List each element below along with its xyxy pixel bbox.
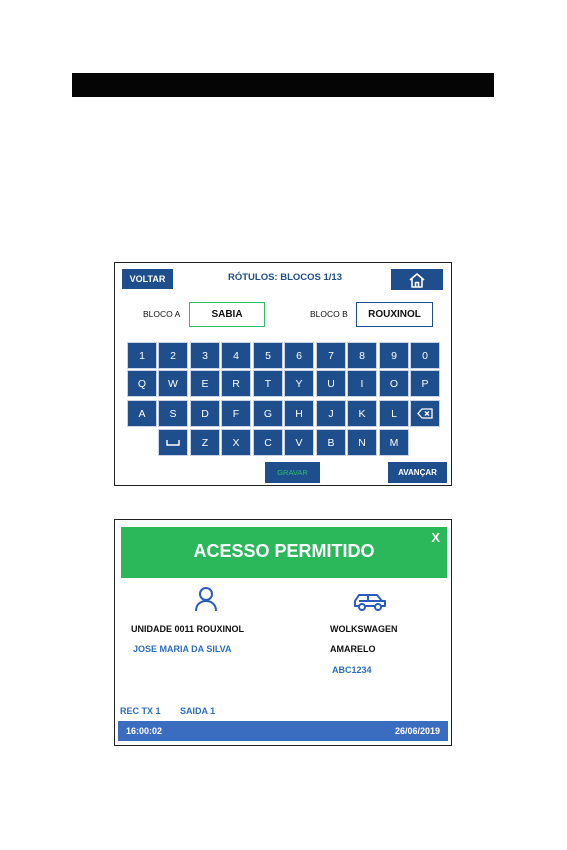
key-m[interactable]: M [379, 429, 409, 456]
key-v[interactable]: V [284, 429, 314, 456]
key-p[interactable]: P [410, 370, 440, 397]
key-b[interactable]: B [316, 429, 346, 456]
key-6[interactable]: 6 [284, 342, 314, 369]
key-y[interactable]: Y [284, 370, 314, 397]
key-f[interactable]: F [221, 400, 251, 427]
top-black-bar [72, 73, 494, 97]
key-2[interactable]: 2 [158, 342, 188, 369]
home-button[interactable] [391, 269, 443, 290]
vehicle-plate: ABC1234 [332, 665, 372, 675]
save-button[interactable]: GRAVAR [265, 462, 320, 483]
key-t[interactable]: T [253, 370, 283, 397]
key-c[interactable]: C [253, 429, 283, 456]
home-icon [408, 272, 426, 288]
rec-label: REC TX 1 [120, 706, 161, 716]
bloco-a-field[interactable]: SABIA [189, 302, 265, 327]
key-r[interactable]: R [221, 370, 251, 397]
bloco-b-field[interactable]: ROUXINOL [356, 302, 433, 327]
access-header [121, 527, 447, 578]
back-button[interactable]: VOLTAR [122, 269, 173, 289]
screen-title: RÓTULOS: BLOCOS 1/13 [227, 272, 342, 283]
close-button[interactable]: X [431, 530, 440, 545]
backspace-icon [417, 408, 433, 419]
car-icon [352, 591, 388, 613]
key-q[interactable]: Q [127, 370, 157, 397]
key-8[interactable]: 8 [347, 342, 377, 369]
space-key[interactable] [158, 429, 188, 456]
exit-label: SAIDA 1 [180, 706, 216, 716]
space-bar-icon [166, 439, 180, 446]
key-u[interactable]: U [316, 370, 346, 397]
key-s[interactable]: S [158, 400, 188, 427]
access-screen [114, 519, 452, 746]
person-icon [194, 586, 218, 612]
bloco-b-label: BLOCO B [310, 309, 348, 319]
key-j[interactable]: J [316, 400, 346, 427]
key-d[interactable]: D [190, 400, 220, 427]
status-footer [118, 721, 448, 741]
key-i[interactable]: I [347, 370, 377, 397]
vehicle-color: AMARELO [330, 644, 376, 654]
key-7[interactable]: 7 [316, 342, 346, 369]
key-o[interactable]: O [379, 370, 409, 397]
key-w[interactable]: W [158, 370, 188, 397]
time-text: 16:00:02 [126, 726, 163, 736]
key-k[interactable]: K [347, 400, 377, 427]
keyboard-screen [114, 262, 452, 486]
resident-name: JOSE MARIA DA SILVA [133, 644, 232, 654]
key-z[interactable]: Z [190, 429, 220, 456]
backspace-key[interactable] [410, 400, 440, 427]
key-5[interactable]: 5 [253, 342, 283, 369]
access-title: ACESSO PERMITIDO [193, 541, 375, 561]
key-3[interactable]: 3 [190, 342, 220, 369]
vehicle-brand: WOLKSWAGEN [330, 624, 398, 634]
key-l[interactable]: L [379, 400, 409, 427]
bloco-a-label: BLOCO A [143, 309, 181, 319]
key-x[interactable]: X [221, 429, 251, 456]
key-9[interactable]: 9 [379, 342, 409, 369]
key-e[interactable]: E [190, 370, 220, 397]
next-button[interactable]: AVANÇAR [388, 462, 447, 483]
key-0[interactable]: 0 [410, 342, 440, 369]
key-1[interactable]: 1 [127, 342, 157, 369]
date-text: 26/06/2019 [394, 726, 440, 736]
key-h[interactable]: H [284, 400, 314, 427]
key-a[interactable]: A [127, 400, 157, 427]
key-g[interactable]: G [253, 400, 283, 427]
unit-text: UNIDADE 0011 ROUXINOL [131, 624, 245, 634]
key-4[interactable]: 4 [221, 342, 251, 369]
key-n[interactable]: N [347, 429, 377, 456]
